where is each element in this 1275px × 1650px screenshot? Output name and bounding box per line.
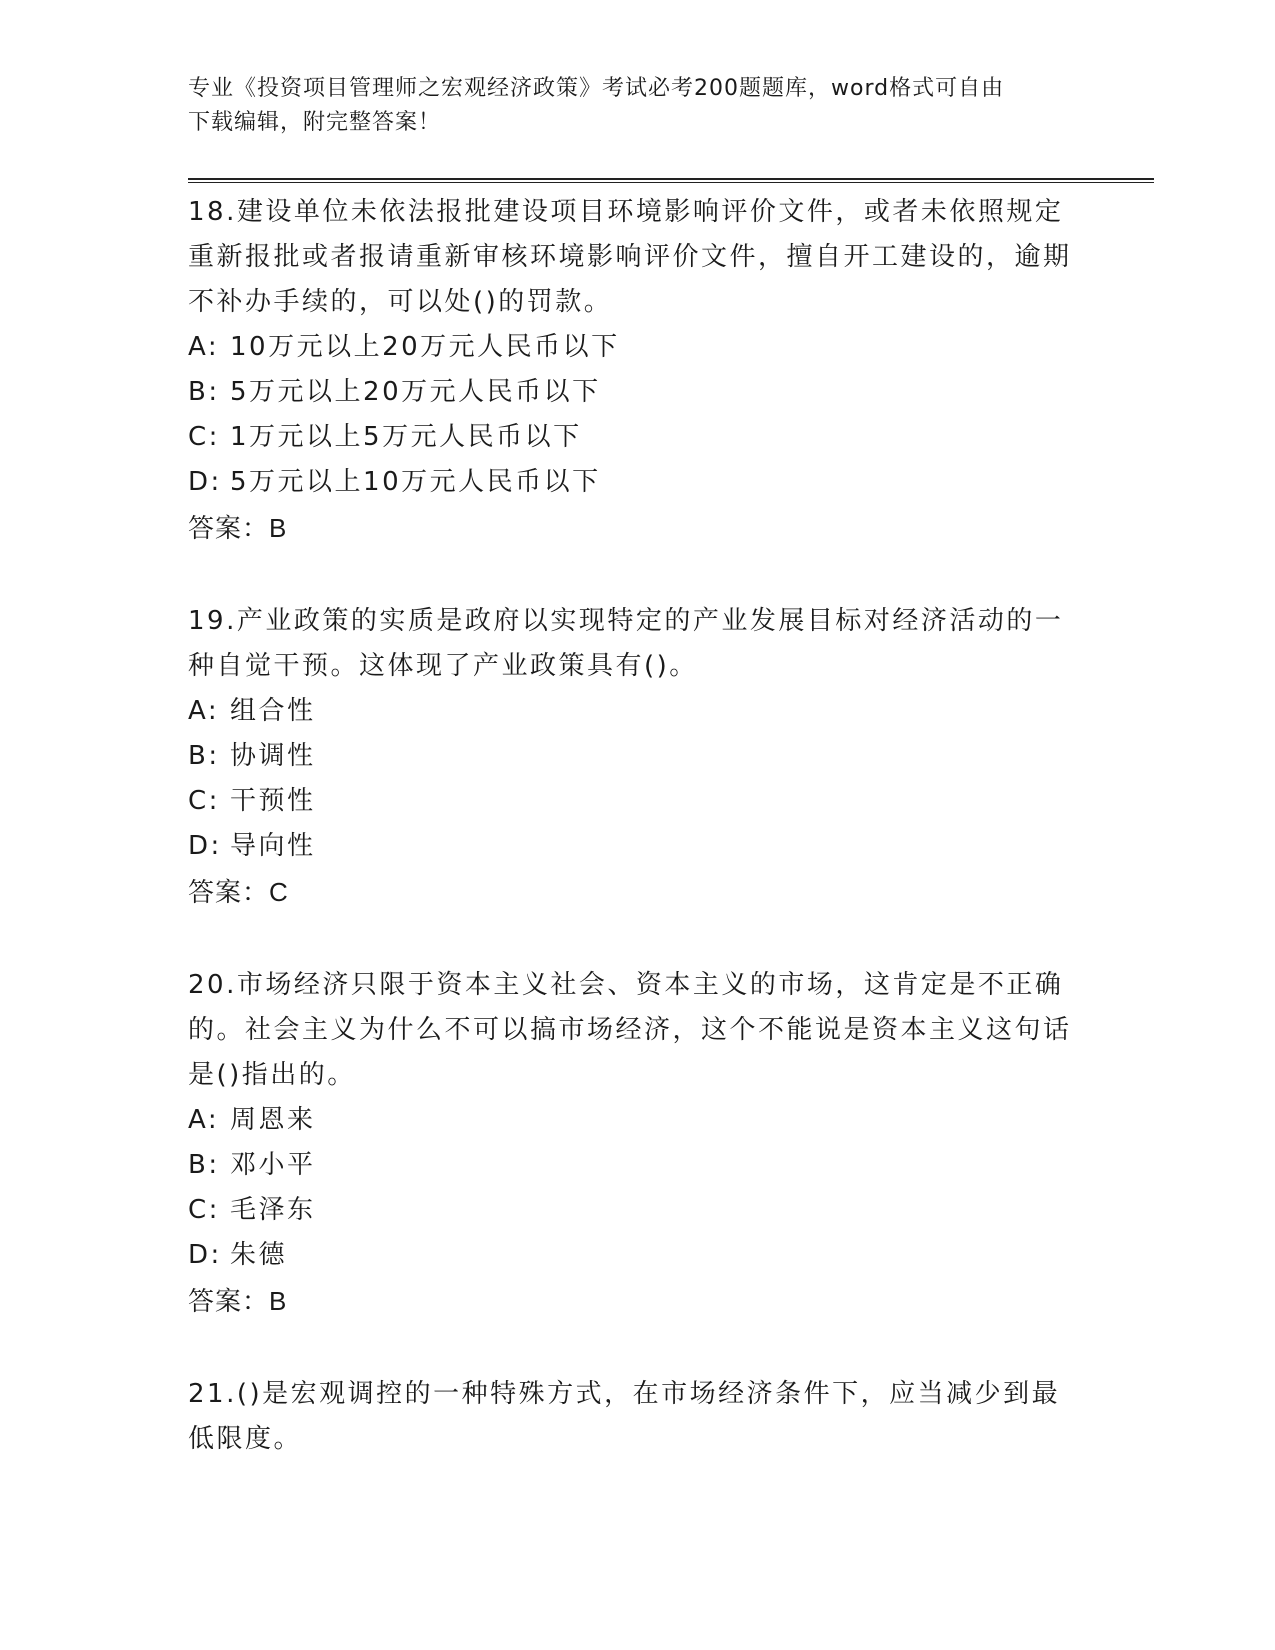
question-21 xyxy=(188,1372,1088,1462)
question-stem: 18.建设单位未依法报批建设项目环境影响评价文件，或者未依照规定重新报批或者报请重新审核环境影响评价文件，擅自开工建设的，逾期不补办手续的，可以处()的罚款。 xyxy=(188,197,1072,317)
option-text: 5万元以上20万元人民币以下 xyxy=(230,377,601,407)
option-text: 干预性 xyxy=(230,786,316,816)
option-a xyxy=(188,325,1088,370)
option-letter: D: xyxy=(188,467,222,497)
answer-line: 答案：C xyxy=(188,877,289,907)
option-letter: A: xyxy=(188,696,220,726)
option-c xyxy=(188,415,1088,460)
option-c xyxy=(188,779,1088,824)
option-text: 10万元以上20万元人民币以下 xyxy=(230,332,620,362)
header-title-line-2: 下载编辑，附完整答案！ xyxy=(188,110,442,135)
option-letter: A: xyxy=(188,332,220,362)
option-letter: A: xyxy=(188,1105,220,1135)
header-title-line-1: 专业《投资项目管理师之宏观经济政策》考试必考200题题库，word格式可自由 xyxy=(188,76,1005,101)
option-b xyxy=(188,734,1088,779)
question-18 xyxy=(188,190,1088,552)
option-text: 5万元以上10万元人民币以下 xyxy=(230,467,601,497)
option-letter: C: xyxy=(188,1195,220,1225)
question-stem: 20.市场经济只限于资本主义社会、资本主义的市场，这肯定是不正确的。社会主义为什么不可以搞市场经济，这个不能说是资本主义这句话是()指出的。 xyxy=(188,970,1072,1090)
option-letter: D: xyxy=(188,831,222,861)
option-a xyxy=(188,1098,1088,1143)
option-letter: D: xyxy=(188,1240,222,1270)
option-a xyxy=(188,689,1088,734)
option-letter: B: xyxy=(188,1150,220,1180)
option-text: 协调性 xyxy=(230,741,316,771)
answer-line: 答案：B xyxy=(188,513,288,543)
option-text: 导向性 xyxy=(230,831,316,861)
option-b xyxy=(188,370,1088,415)
document-header xyxy=(188,72,1068,140)
option-text: 朱德 xyxy=(230,1240,288,1270)
header-divider xyxy=(188,178,1154,183)
option-c xyxy=(188,1188,1088,1233)
option-text: 1万元以上5万元人民币以下 xyxy=(230,422,582,452)
option-b xyxy=(188,1143,1088,1188)
option-text: 邓小平 xyxy=(230,1150,316,1180)
option-d xyxy=(188,824,1088,869)
option-letter: C: xyxy=(188,422,220,452)
option-text: 组合性 xyxy=(230,696,316,726)
question-19 xyxy=(188,599,1088,916)
option-text: 毛泽东 xyxy=(230,1195,316,1225)
option-letter: C: xyxy=(188,786,220,816)
option-letter: B: xyxy=(188,377,220,407)
question-stem: 19.产业政策的实质是政府以实现特定的产业发展目标对经济活动的一种自觉干预。这体现了产业政策具有()。 xyxy=(188,606,1064,681)
option-d xyxy=(188,460,1088,505)
question-stem: 21.()是宏观调控的一种特殊方式，在市场经济条件下，应当减少到最低限度。 xyxy=(188,1379,1061,1454)
option-letter: B: xyxy=(188,741,220,771)
question-20 xyxy=(188,963,1088,1325)
option-d xyxy=(188,1233,1088,1278)
option-text: 周恩来 xyxy=(230,1105,316,1135)
answer-line: 答案：B xyxy=(188,1286,288,1316)
question-list xyxy=(188,190,1088,1509)
